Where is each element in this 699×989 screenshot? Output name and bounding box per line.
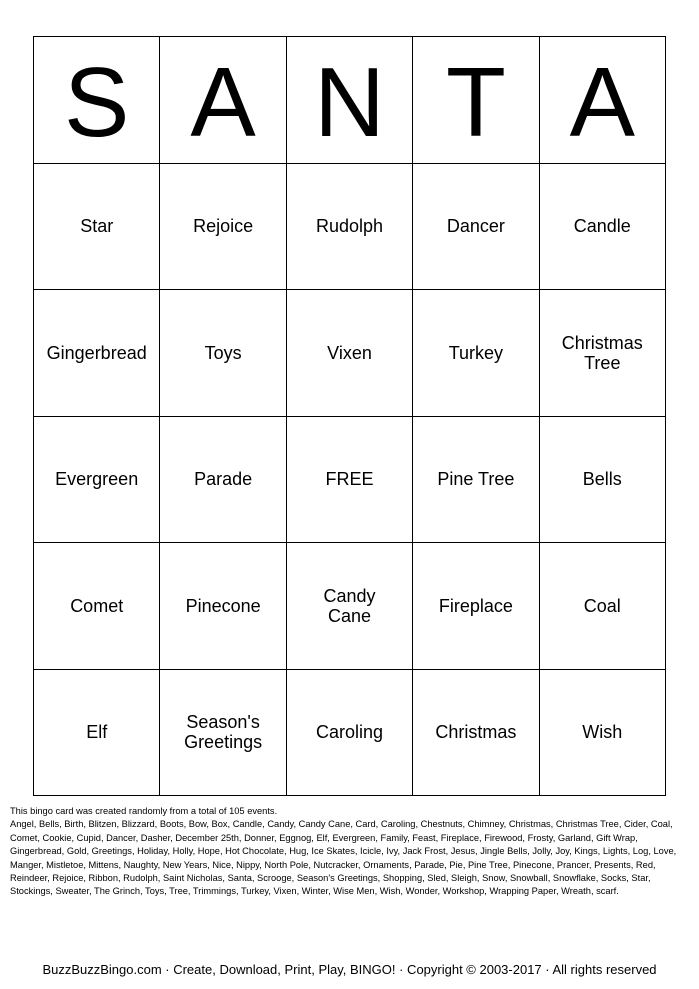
bingo-cell-r5c4: Christmas: [413, 670, 539, 797]
bingo-cell-r5c3: Caroling: [287, 670, 413, 797]
bingo-cell-r2c3: Vixen: [287, 290, 413, 417]
footer-copyright: BuzzBuzzBingo.com · Create, Download, Print, Play, BINGO! · Copyright © 2003-2017 · All rights reserved: [42, 962, 657, 977]
bingo-cell-r1c5: Candle: [540, 164, 666, 291]
bingo-cell-r4c4: Fireplace: [413, 543, 539, 670]
bingo-cell-r1c3: Rudolph: [287, 164, 413, 291]
bingo-cell-r3c1: Evergreen: [34, 417, 160, 544]
bingo-cell-r1c2: Rejoice: [160, 164, 286, 291]
bingo-cell-r3c4: Pine Tree: [413, 417, 539, 544]
bingo-cell-r4c2: Pinecone: [160, 543, 286, 670]
bingo-cell-r4c3: Candy Cane: [287, 543, 413, 670]
header-letter-5: A: [540, 37, 666, 164]
free-space-cell: FREE: [287, 417, 413, 544]
bingo-cell-r5c5: Wish: [540, 670, 666, 797]
header-letter-3: N: [287, 37, 413, 164]
event-list: Angel, Bells, Birth, Blitzen, Blizzard, Boots, Bow, Box, Candle, Candy, Candy Cane, Card, Caroling, Chestnuts, Chimney, Christmas, Christmas Tree, Cider, Coal, Comet, Cookie, Cupid, Dancer, Dasher, December 25th, Donner, Eggnog, Elf, Evergreen, Family, Feast, Fireplace, Firewood, Frosty, Garland, Gift Wrap, Gingerbread, Gold, Greetings, Holiday, Holly, Hope, Hot Chocolate, Hug, Ice Skates, Icicle, Ivy, Jack Frost, Jesus, Jingle Bells, Jolly, Joy, Kings, Lights, Log, Love, Manger, Mistletoe, Mittens, Naughty, New Years, Nice, Nippy, North Pole, Nutcracker, Ornaments, Parade, Pie, Pine Tree, Pinecone, Prancer, Presents, Red, Reindeer, Rejoice, Ribbon, Rudolph, Saint Nicholas, Santa, Scrooge, Season's Greetings, Shopping, Sled, Sleigh, Snow, Snowball, Snowflake, Socks, Star, Stockings, Sweater, The Grinch, Toys, Tree, Trimmings, Turkey, Vixen, Winter, Wise Men, Wish, Wonder, Workshop, Wrapping Paper, Wreath, scarf.: [10, 819, 677, 897]
bingo-cell-r3c5: Bells: [540, 417, 666, 544]
bingo-cell-r2c1: Gingerbread: [34, 290, 160, 417]
bingo-card: [33, 36, 666, 796]
bingo-cell-r5c1: Elf: [34, 670, 160, 797]
bingo-cell-r4c1: Comet: [34, 543, 160, 670]
header-letter-4: T: [413, 37, 539, 164]
event-description: [10, 805, 690, 899]
bingo-cell-r1c1: Star: [34, 164, 160, 291]
bingo-cell-r1c4: Dancer: [413, 164, 539, 291]
bingo-cell-r2c5: Christmas Tree: [540, 290, 666, 417]
bingo-cell-r2c2: Toys: [160, 290, 286, 417]
bingo-cell-r3c2: Parade: [160, 417, 286, 544]
header-letter-2: A: [160, 37, 286, 164]
bingo-cell-r4c5: Coal: [540, 543, 666, 670]
header-letter-1: S: [34, 37, 160, 164]
bingo-cell-r5c2: Season's Greetings: [160, 670, 286, 797]
description-intro: This bingo card was created randomly from a total of 105 events.: [10, 806, 278, 816]
bingo-cell-r2c4: Turkey: [413, 290, 539, 417]
